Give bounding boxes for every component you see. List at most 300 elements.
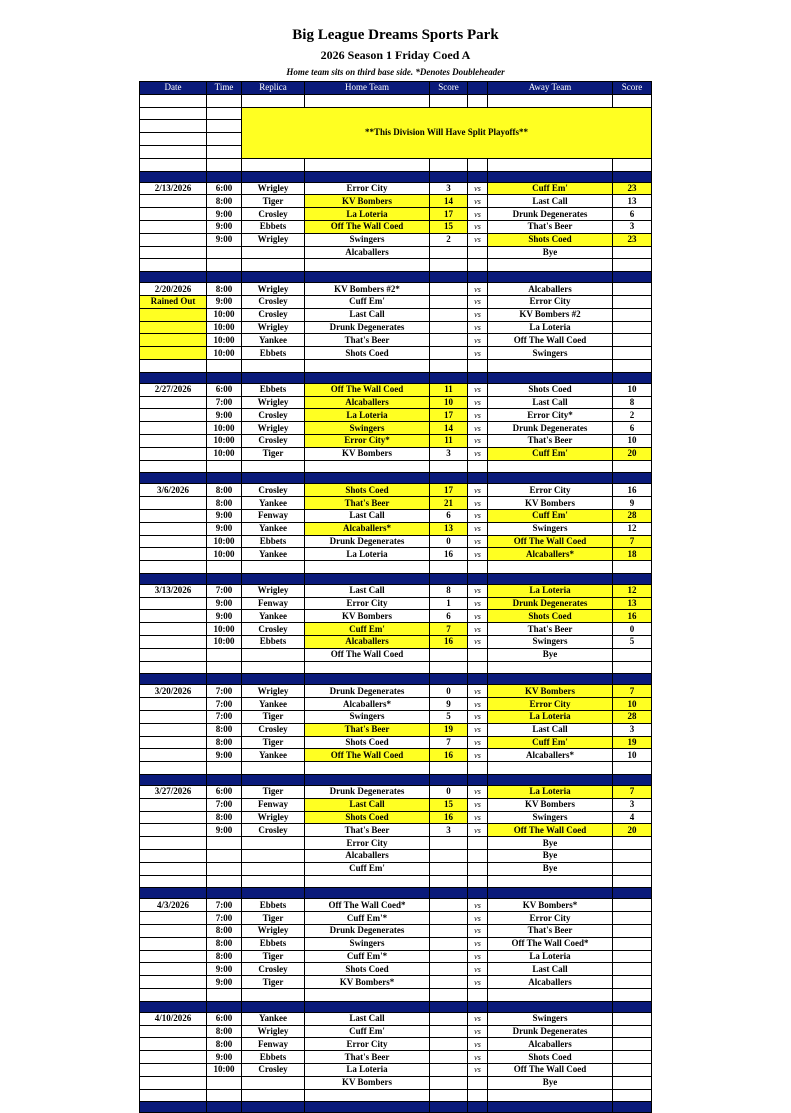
- game-row: [140, 685, 652, 698]
- home-team-cell: Cuff Em': [305, 862, 430, 875]
- away-team-cell: Shots Coed: [488, 1051, 613, 1064]
- away-score-cell: [613, 308, 652, 321]
- date-cell: [140, 937, 207, 950]
- rained-out-label: Rained Out: [140, 295, 207, 308]
- separator-cell: [488, 1001, 613, 1012]
- field-cell: [242, 1076, 305, 1089]
- date-cell: [140, 597, 207, 610]
- date-cell: [140, 698, 207, 711]
- vs-cell: vs: [468, 308, 488, 321]
- away-score-cell: 7: [613, 535, 652, 548]
- col-header-time: Time: [207, 82, 242, 95]
- time-cell: 8:00: [207, 484, 242, 497]
- separator-cell: [430, 1001, 468, 1012]
- home-team-cell: KV Bombers: [305, 610, 430, 623]
- separator-cell: [242, 775, 305, 786]
- away-score-cell: 2: [613, 409, 652, 422]
- blank-cell: [207, 661, 242, 674]
- away-team-cell: Cuff Em': [488, 736, 613, 749]
- blank-cell: [488, 561, 613, 574]
- separator-cell: [430, 1102, 468, 1113]
- separator-cell: [207, 473, 242, 484]
- game-row: [140, 837, 652, 850]
- time-cell: [207, 837, 242, 850]
- game-row: [140, 535, 652, 548]
- time-cell: 9:00: [207, 610, 242, 623]
- separator-cell: [488, 171, 613, 182]
- date-cell: [140, 396, 207, 409]
- blank-cell: [242, 1089, 305, 1102]
- game-row: [140, 597, 652, 610]
- game-row: [140, 811, 652, 824]
- time-cell: [207, 246, 242, 259]
- game-row: [140, 422, 652, 435]
- vs-cell: vs: [468, 636, 488, 649]
- separator-cell: [488, 573, 613, 584]
- blank-row: [140, 259, 652, 272]
- field-cell: Ebbets: [242, 535, 305, 548]
- game-row: [140, 447, 652, 460]
- separator-cell: [207, 372, 242, 383]
- col-header-away-team: Away Team: [488, 82, 613, 95]
- game-row: [140, 850, 652, 863]
- time-cell: 10:00: [207, 422, 242, 435]
- time-cell: 7:00: [207, 698, 242, 711]
- separator-cell: [140, 1102, 207, 1113]
- separator-cell: [613, 1102, 652, 1113]
- blank-cell: [305, 460, 430, 473]
- vs-cell: vs: [468, 1038, 488, 1051]
- time-cell: 9:00: [207, 963, 242, 976]
- separator-cell: [242, 473, 305, 484]
- separator-cell: [613, 372, 652, 383]
- home-score-cell: [430, 1063, 468, 1076]
- separator-cell: [207, 573, 242, 584]
- away-team-cell: Alcaballers: [488, 1038, 613, 1051]
- field-cell: Tiger: [242, 736, 305, 749]
- field-cell: Ebbets: [242, 1051, 305, 1064]
- date-cell: [140, 195, 207, 208]
- blank-cell: [430, 561, 468, 574]
- home-team-cell: Alcaballers: [305, 636, 430, 649]
- vs-cell: vs: [468, 786, 488, 799]
- vs-cell: vs: [468, 811, 488, 824]
- home-team-cell: Last Call: [305, 584, 430, 597]
- vs-cell: vs: [468, 798, 488, 811]
- field-cell: Fenway: [242, 1038, 305, 1051]
- game-row: [140, 862, 652, 875]
- blank-cell: [430, 259, 468, 272]
- vs-cell: vs: [468, 1051, 488, 1064]
- away-score-cell: 23: [613, 233, 652, 246]
- home-team-cell: Drunk Degenerates: [305, 321, 430, 334]
- home-team-cell: Cuff Em': [305, 1025, 430, 1038]
- away-team-cell: Alcaballers: [488, 283, 613, 296]
- away-team-cell: Swingers: [488, 811, 613, 824]
- date-cell: [140, 976, 207, 989]
- time-cell: 8:00: [207, 195, 242, 208]
- away-score-cell: 12: [613, 584, 652, 597]
- separator-cell: [207, 1001, 242, 1012]
- away-score-cell: [613, 246, 652, 259]
- home-score-cell: 15: [430, 798, 468, 811]
- game-row: [140, 409, 652, 422]
- blank-cell: [468, 661, 488, 674]
- home-team-cell: Last Call: [305, 1012, 430, 1025]
- game-row: [140, 548, 652, 561]
- date-cell: [140, 497, 207, 510]
- field-cell: Wrigley: [242, 584, 305, 597]
- separator-cell: [140, 775, 207, 786]
- field-cell: [242, 850, 305, 863]
- field-cell: Ebbets: [242, 383, 305, 396]
- away-score-cell: [613, 334, 652, 347]
- date-cell: [140, 736, 207, 749]
- home-score-cell: [430, 321, 468, 334]
- vs-cell: vs: [468, 736, 488, 749]
- time-cell: 10:00: [207, 1063, 242, 1076]
- home-team-cell: That's Beer: [305, 824, 430, 837]
- schedule-table: [139, 81, 652, 1113]
- separator-cell: [468, 775, 488, 786]
- home-score-cell: 16: [430, 636, 468, 649]
- blank-cell: [305, 875, 430, 888]
- separator-cell: [305, 888, 430, 899]
- separator-cell: [305, 171, 430, 182]
- away-team-cell: Off The Wall Coed: [488, 535, 613, 548]
- game-row: [140, 182, 652, 195]
- blank-cell: [488, 875, 613, 888]
- time-cell: 7:00: [207, 711, 242, 724]
- separator-cell: [488, 775, 613, 786]
- away-score-cell: 10: [613, 434, 652, 447]
- time-cell: 6:00: [207, 182, 242, 195]
- game-row: [140, 584, 652, 597]
- game-row: [140, 220, 652, 233]
- col-header-away-score: Score: [613, 82, 652, 95]
- blank-cell: [207, 460, 242, 473]
- separator-cell: [613, 674, 652, 685]
- home-score-cell: 11: [430, 383, 468, 396]
- field-cell: Crosley: [242, 308, 305, 321]
- separator-cell: [468, 573, 488, 584]
- blank-cell: [468, 359, 488, 372]
- date-cell: [140, 434, 207, 447]
- game-row: [140, 950, 652, 963]
- blank-cell: [613, 762, 652, 775]
- blank-cell: [207, 762, 242, 775]
- date-cell: [140, 246, 207, 259]
- separator-cell: [207, 674, 242, 685]
- away-team-cell: Drunk Degenerates: [488, 208, 613, 221]
- date-cell: [140, 648, 207, 661]
- week-separator: [140, 1001, 652, 1012]
- home-score-cell: 16: [430, 749, 468, 762]
- time-cell: 8:00: [207, 736, 242, 749]
- blank-cell: [207, 359, 242, 372]
- game-row: [140, 723, 652, 736]
- blank-cell: [242, 661, 305, 674]
- blank-cell: [430, 460, 468, 473]
- date-cell: [140, 535, 207, 548]
- blank-cell: [305, 561, 430, 574]
- time-cell: 8:00: [207, 925, 242, 938]
- away-team-cell: Last Call: [488, 396, 613, 409]
- away-score-cell: 28: [613, 509, 652, 522]
- separator-cell: [613, 272, 652, 283]
- blank-cell: [430, 989, 468, 1002]
- away-team-cell: Error City: [488, 912, 613, 925]
- home-team-cell: Error City: [305, 182, 430, 195]
- away-score-cell: [613, 925, 652, 938]
- away-score-cell: 9: [613, 497, 652, 510]
- home-score-cell: [430, 648, 468, 661]
- blank-cell: [488, 460, 613, 473]
- home-team-cell: Alcaballers*: [305, 522, 430, 535]
- field-cell: Yankee: [242, 522, 305, 535]
- game-row: [140, 786, 652, 799]
- time-cell: 9:00: [207, 409, 242, 422]
- away-score-cell: [613, 899, 652, 912]
- game-row: [140, 749, 652, 762]
- vs-cell: vs: [468, 422, 488, 435]
- game-row: [140, 396, 652, 409]
- away-score-cell: [613, 321, 652, 334]
- time-cell: 6:00: [207, 383, 242, 396]
- vs-cell: vs: [468, 912, 488, 925]
- home-score-cell: 6: [430, 610, 468, 623]
- home-team-cell: Swingers: [305, 233, 430, 246]
- away-team-cell: Off The Wall Coed: [488, 334, 613, 347]
- time-cell: [207, 850, 242, 863]
- blank-cell: [305, 989, 430, 1002]
- away-score-cell: [613, 1025, 652, 1038]
- blank-row: [140, 460, 652, 473]
- vs-cell: vs: [468, 409, 488, 422]
- home-team-cell: That's Beer: [305, 497, 430, 510]
- home-team-cell: La Loteria: [305, 208, 430, 221]
- time-cell: 8:00: [207, 811, 242, 824]
- blank-cell: [207, 989, 242, 1002]
- vs-cell: vs: [468, 347, 488, 360]
- col-header-home-team: Home Team: [305, 82, 430, 95]
- field-cell: Tiger: [242, 976, 305, 989]
- away-team-cell: That's Beer: [488, 623, 613, 636]
- field-cell: Ebbets: [242, 636, 305, 649]
- col-header-home-score: Score: [430, 82, 468, 95]
- field-cell: Tiger: [242, 447, 305, 460]
- away-score-cell: [613, 1076, 652, 1089]
- home-score-cell: [430, 1038, 468, 1051]
- time-cell: 8:00: [207, 950, 242, 963]
- separator-cell: [305, 272, 430, 283]
- away-score-cell: 16: [613, 484, 652, 497]
- blank-cell: [305, 1089, 430, 1102]
- home-team-cell: Drunk Degenerates: [305, 535, 430, 548]
- home-team-cell: Last Call: [305, 308, 430, 321]
- game-row: [140, 334, 652, 347]
- separator-cell: [242, 272, 305, 283]
- away-score-cell: 13: [613, 597, 652, 610]
- time-cell: 10:00: [207, 548, 242, 561]
- separator-cell: [140, 272, 207, 283]
- home-score-cell: [430, 925, 468, 938]
- date-cell: [140, 623, 207, 636]
- away-team-cell: Cuff Em': [488, 182, 613, 195]
- home-score-cell: 8: [430, 584, 468, 597]
- separator-cell: [468, 1102, 488, 1113]
- separator-cell: [140, 573, 207, 584]
- time-cell: 7:00: [207, 396, 242, 409]
- date-cell: [140, 522, 207, 535]
- separator-cell: [468, 674, 488, 685]
- date-cell: [140, 1051, 207, 1064]
- col-header-date: Date: [140, 82, 207, 95]
- vs-cell: vs: [468, 208, 488, 221]
- vs-cell: [468, 1076, 488, 1089]
- date-cell: [140, 1038, 207, 1051]
- vs-cell: vs: [468, 434, 488, 447]
- home-team-cell: KV Bombers: [305, 1076, 430, 1089]
- away-score-cell: [613, 837, 652, 850]
- week-separator: [140, 674, 652, 685]
- blank-row: [140, 94, 652, 107]
- vs-cell: [468, 246, 488, 259]
- away-score-cell: [613, 976, 652, 989]
- blank-cell: [613, 989, 652, 1002]
- field-cell: Crosley: [242, 484, 305, 497]
- home-team-cell: Off The Wall Coed: [305, 383, 430, 396]
- away-team-cell: Cuff Em': [488, 447, 613, 460]
- away-team-cell: KV Bombers #2: [488, 308, 613, 321]
- time-cell: [207, 862, 242, 875]
- away-team-cell: Error City: [488, 295, 613, 308]
- date-cell: [140, 912, 207, 925]
- separator-cell: [140, 171, 207, 182]
- game-row: [140, 208, 652, 221]
- time-cell: [207, 648, 242, 661]
- separator-cell: [140, 674, 207, 685]
- away-score-cell: [613, 1012, 652, 1025]
- home-score-cell: [430, 862, 468, 875]
- date-cell: 3/20/2026: [140, 685, 207, 698]
- field-cell: Crosley: [242, 409, 305, 422]
- date-cell: [140, 925, 207, 938]
- time-cell: 10:00: [207, 535, 242, 548]
- away-team-cell: That's Beer: [488, 925, 613, 938]
- time-cell: 10:00: [207, 321, 242, 334]
- field-cell: Wrigley: [242, 233, 305, 246]
- home-score-cell: [430, 1012, 468, 1025]
- game-row: [140, 636, 652, 649]
- away-score-cell: [613, 912, 652, 925]
- home-score-cell: [430, 1076, 468, 1089]
- date-cell: [140, 850, 207, 863]
- vs-cell: vs: [468, 220, 488, 233]
- away-team-cell: Drunk Degenerates: [488, 597, 613, 610]
- date-cell: 4/10/2026: [140, 1012, 207, 1025]
- separator-cell: [305, 775, 430, 786]
- blank-cell: [207, 561, 242, 574]
- field-cell: Wrigley: [242, 811, 305, 824]
- home-team-cell: Swingers: [305, 422, 430, 435]
- separator-cell: [613, 573, 652, 584]
- time-cell: 9:00: [207, 295, 242, 308]
- game-row: [140, 509, 652, 522]
- game-row: [140, 1076, 652, 1089]
- separator-cell: [488, 888, 613, 899]
- home-score-cell: 15: [430, 220, 468, 233]
- away-team-cell: Bye: [488, 837, 613, 850]
- away-score-cell: [613, 283, 652, 296]
- away-team-cell: La Loteria: [488, 950, 613, 963]
- blank-cell: [488, 359, 613, 372]
- game-row: [140, 497, 652, 510]
- home-score-cell: 0: [430, 535, 468, 548]
- vs-cell: vs: [468, 509, 488, 522]
- game-row: [140, 711, 652, 724]
- home-team-cell: Swingers: [305, 937, 430, 950]
- game-row: [140, 1063, 652, 1076]
- blank-cell: [488, 1089, 613, 1102]
- separator-cell: [613, 473, 652, 484]
- away-team-cell: La Loteria: [488, 321, 613, 334]
- date-cell: [140, 798, 207, 811]
- date-cell: [140, 233, 207, 246]
- away-team-cell: Last Call: [488, 195, 613, 208]
- away-team-cell: Bye: [488, 850, 613, 863]
- date-cell: [140, 321, 207, 334]
- time-cell: 9:00: [207, 522, 242, 535]
- separator-cell: [488, 473, 613, 484]
- home-team-cell: Off The Wall Coed: [305, 648, 430, 661]
- field-cell: Yankee: [242, 1012, 305, 1025]
- field-cell: Wrigley: [242, 321, 305, 334]
- field-cell: Ebbets: [242, 347, 305, 360]
- blank-cell: [430, 762, 468, 775]
- home-team-cell: KV Bombers: [305, 195, 430, 208]
- blank-cell: [430, 661, 468, 674]
- vs-cell: vs: [468, 685, 488, 698]
- date-cell: 2/13/2026: [140, 182, 207, 195]
- home-team-cell: That's Beer: [305, 1051, 430, 1064]
- home-score-cell: [430, 1025, 468, 1038]
- separator-cell: [207, 272, 242, 283]
- separator-cell: [430, 171, 468, 182]
- field-cell: Tiger: [242, 195, 305, 208]
- header-note: Home team sits on third base side. *Denotes Doubleheader: [286, 67, 505, 77]
- vs-cell: vs: [468, 522, 488, 535]
- home-team-cell: That's Beer: [305, 334, 430, 347]
- separator-cell: [207, 1102, 242, 1113]
- week-separator: [140, 775, 652, 786]
- blank-cell: [305, 762, 430, 775]
- home-team-cell: La Loteria: [305, 409, 430, 422]
- blank-cell: [242, 259, 305, 272]
- home-score-cell: 14: [430, 422, 468, 435]
- vs-cell: vs: [468, 1025, 488, 1038]
- vs-cell: vs: [468, 899, 488, 912]
- home-team-cell: KV Bombers #2*: [305, 283, 430, 296]
- time-cell: 9:00: [207, 509, 242, 522]
- home-team-cell: Shots Coed: [305, 736, 430, 749]
- vs-cell: vs: [468, 334, 488, 347]
- blank-cell: [468, 989, 488, 1002]
- vs-cell: vs: [468, 195, 488, 208]
- separator-cell: [468, 473, 488, 484]
- date-cell: [140, 308, 207, 321]
- game-row: [140, 283, 652, 296]
